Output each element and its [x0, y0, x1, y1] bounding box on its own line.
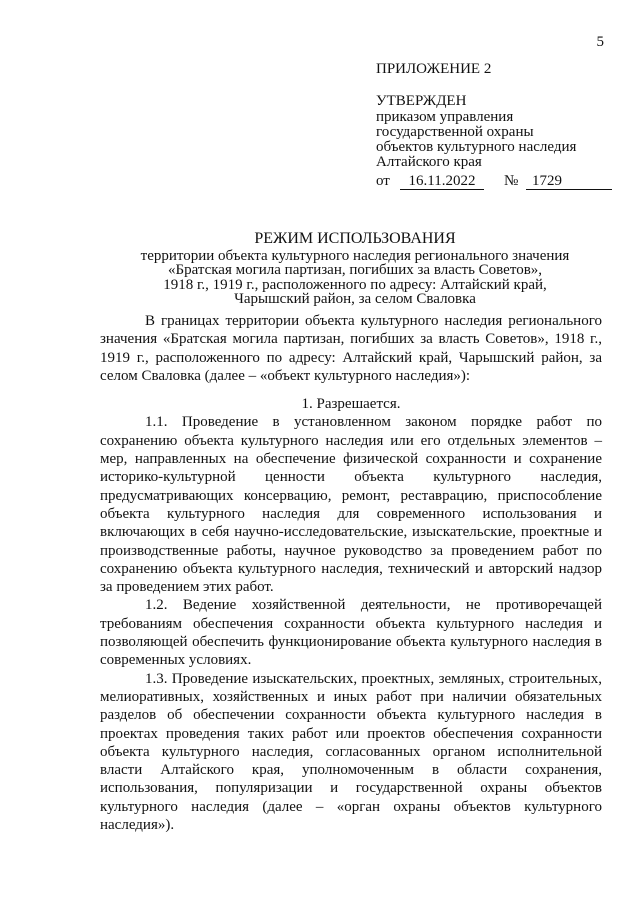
approval-line: объектов культурного наследия — [376, 139, 577, 155]
order-date: 16.11.2022 — [400, 174, 484, 190]
subtitle-line: 1918 г., 1919 г., расположенного по адресу: Алтайский край, — [163, 276, 547, 293]
approval-line: Алтайского края — [376, 154, 482, 170]
number-label: № — [504, 173, 519, 189]
page-number: 5 — [596, 34, 604, 50]
item-1-1: 1.1. Проведение в установленном законом порядке работ по сохранению объекта культурного наследия или его отдельных элементов – мер, направленных на обеспечение физической сохранности и сохранение историко-культурной ценности объекта культурного наследия, предусматривающих консервацию, ремонт, реставрацию, приспособление объекта культурного наследия для современного использования и включающих в себя научно-исследовательские, изыскательские, проектные и производственные работы, научное руководство за проведением работ по сохранению объекта культурного наследия, технический и авторский надзор за проведением этих работ. — [100, 414, 602, 596]
subtitle-line: Чарышский район, за селом Сваловка — [234, 291, 476, 307]
document-title: РЕЖИМ ИСПОЛЬЗОВАНИЯ — [254, 230, 456, 247]
order-number: 1729 — [526, 174, 612, 190]
item-1-3: 1.3. Проведение изыскательских, проектных, земляных, строительных, мелиоративных, хозяйственных и иных работ при наличии обязательных разделов об обеспечении сохранности объекта культурного наследия в проектах проведения таких работ или проектов обеспечения сохранности объекта культурного наследия, согласованных органом исполнительной власти Алтайского края, уполномоченным в области сохранения, использования, популяризации и государственной охраны объектов культурного наследия (далее – «орган охраны объектов культурного наследия»). — [100, 670, 602, 834]
appendix-title: ПРИЛОЖЕНИЕ 2 — [376, 61, 492, 77]
approved-label: УТВЕРЖДЕН — [376, 93, 467, 109]
approval-block — [376, 62, 606, 194]
document-header — [100, 232, 610, 307]
approval-line: государственной охраны — [376, 124, 534, 140]
order-line — [376, 174, 606, 194]
subtitle-line: территории объекта культурного наследия регионального значения — [140, 247, 570, 264]
subtitle-line: «Братская могила партизан, погибших за власть Советов», — [167, 262, 543, 278]
document-body — [100, 312, 602, 834]
section-heading: 1. Разрешается. — [301, 396, 401, 413]
item-1-2: 1.2. Ведение хозяйственной деятельности, не противоречащей требованиям обеспечения сохранности объекта культурного наследия и позволяющей обеспечить функционирование объекта культурного наследия в современных условиях. — [100, 597, 602, 669]
intro-paragraph: В границах территории объекта культурного наследия регионального значения «Братская могила партизан, погибших за власть Советов», 1918 г., 1919 г., расположенного по адресу: Алтайский край, Чарышский район, за селом Сваловка (далее – «объект культурного наследия»): — [100, 313, 602, 384]
approval-line: приказом управления — [376, 109, 514, 125]
from-label: от — [376, 173, 390, 189]
